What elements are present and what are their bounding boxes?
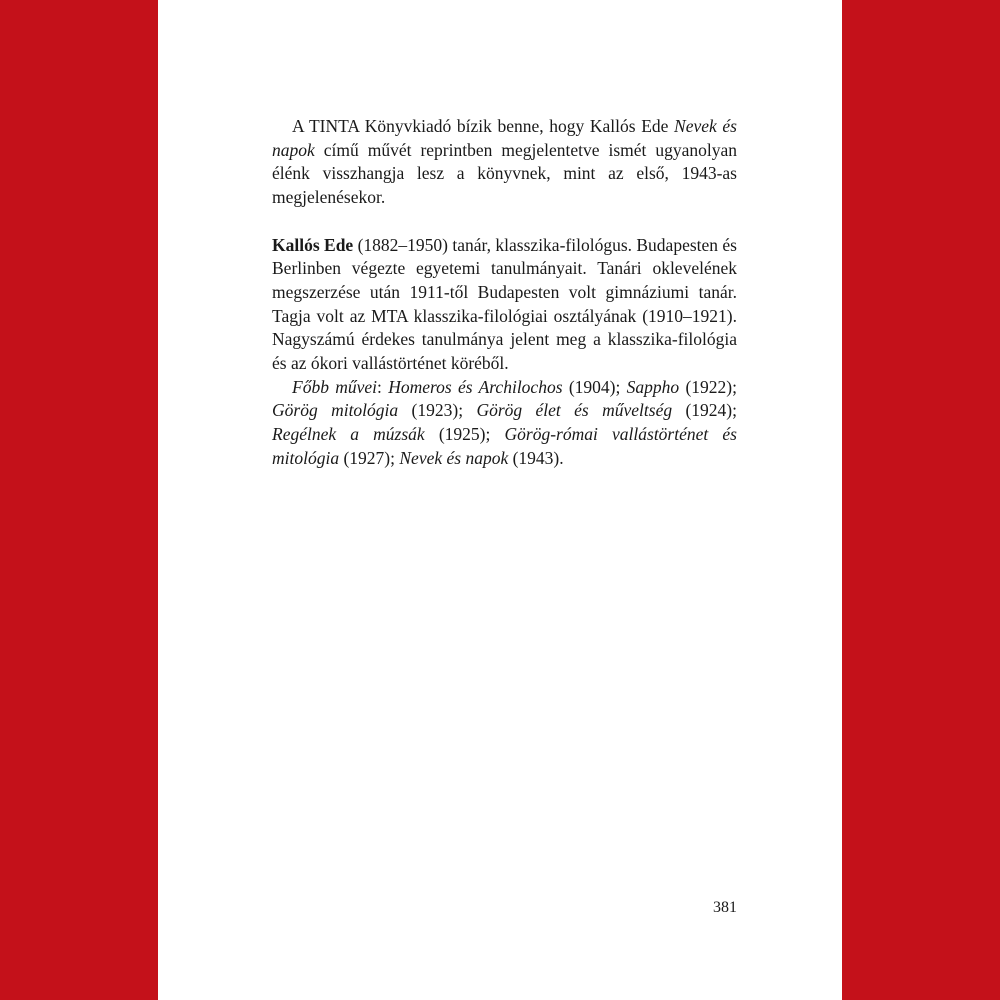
work-year: (1922); <box>679 376 737 397</box>
intro-text: A TINTA Könyvkiadó bízik benne, hogy Kallós Ede <box>292 116 675 136</box>
book-page <box>158 0 842 1000</box>
intro-title-italic: Nevek és napok <box>272 116 737 160</box>
work-title: Sappho <box>626 376 680 397</box>
page-number: 381 <box>713 899 737 916</box>
work-title: Regélnek a múzsák <box>272 424 425 445</box>
bio-paragraph <box>272 234 737 376</box>
work-title: Homeros és Archilochos <box>388 376 563 397</box>
work-title: Görög mitológia <box>272 400 399 421</box>
work-year: (1943). <box>508 447 564 468</box>
works-label: Főbb művei <box>292 376 378 397</box>
right-red-band <box>842 0 1000 1000</box>
works-colon: : <box>377 376 389 397</box>
author-name: Kallós Ede <box>272 234 354 255</box>
intro-text-rest: című művét reprintben megjelentetve ismét ugyanolyan élénk visszhangja lesz a könyvnek, mint az első, 1943-as megjelenésekor. <box>272 139 737 208</box>
work-year: (1927); <box>339 447 400 468</box>
bio-text: (1882–1950) tanár, klasszika-filológus. Budapesten és Berlinben végezte egyetemi tanulmányait. Tanári oklevelének megszerzése után 1911-től Budapesten volt gimnáziumi tanár. Tagja volt az MTA klasszika-filológiai osztályának (1910–1921). Nagyszámú érdekes tanulmánya jelent meg a klasszika-filológia és az ókori vallástörténet köréből. <box>272 234 737 374</box>
page-text <box>272 115 737 471</box>
work-title: Görög élet és műveltség <box>476 400 673 421</box>
paragraph-spacer <box>272 210 737 234</box>
works-paragraph <box>272 376 737 471</box>
work-year: (1904); <box>562 376 627 397</box>
intro-paragraph <box>272 115 737 210</box>
left-red-band <box>0 0 158 1000</box>
work-year: (1925); <box>424 424 505 445</box>
work-title: Görög-római vallástörténet és mitológia <box>272 424 737 468</box>
work-title: Nevek és napok <box>399 447 509 468</box>
work-year: (1924); <box>672 400 737 421</box>
work-year: (1923); <box>398 400 477 421</box>
